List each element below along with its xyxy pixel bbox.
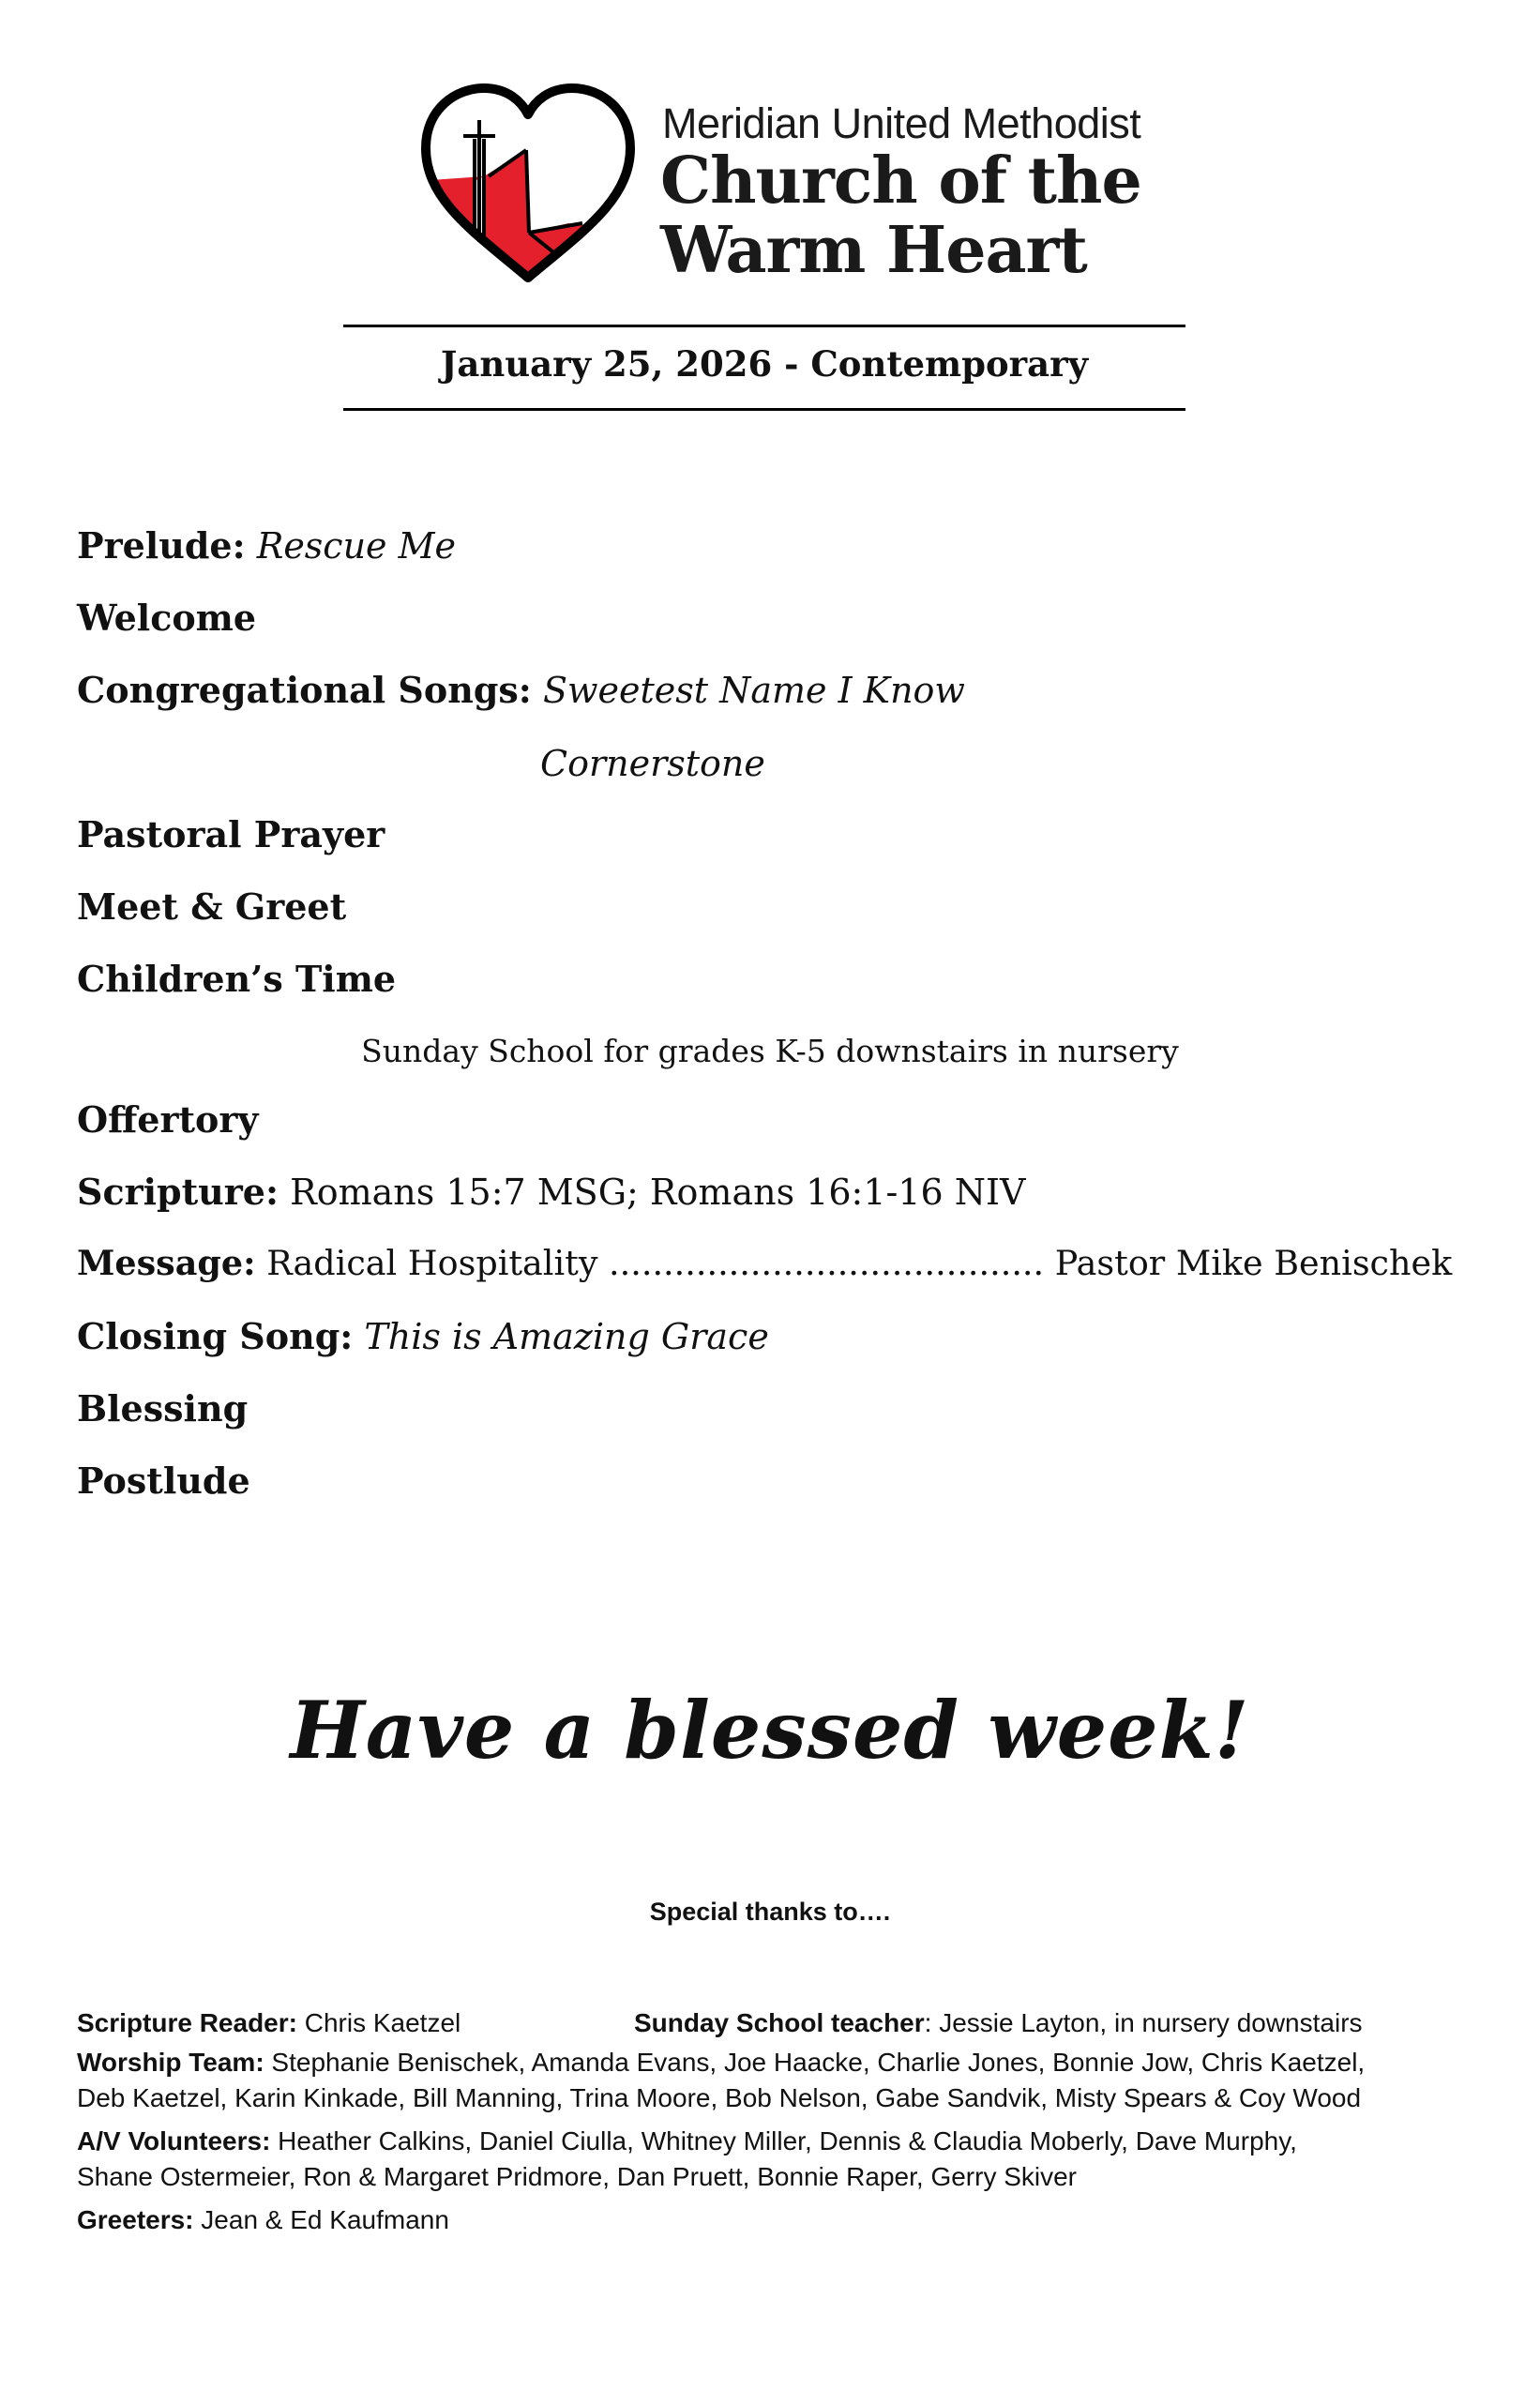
pastoral-prayer-item [77, 813, 385, 855]
songs-label: Congregational Songs: [77, 669, 532, 711]
header-rule-bottom [343, 408, 1185, 411]
av-volunteers-label: A/V Volunteers: [77, 2126, 271, 2156]
pastoral-prayer-label: Pastoral Prayer [77, 813, 385, 855]
childrens-time-item [77, 958, 397, 1000]
welcome-item [77, 597, 257, 639]
message-item [77, 1243, 1453, 1283]
service-date: January 25, 2026 - Contemporary [440, 343, 1089, 385]
offertory-item [77, 1098, 259, 1141]
songs-item [77, 669, 965, 711]
scripture-reader-credit [77, 2005, 460, 2041]
sunday-school-teacher-value: : Jessie Layton, in nursery downstairs [924, 2008, 1363, 2037]
blessing-item [77, 1387, 249, 1429]
scripture-reader-label: Scripture Reader: [77, 2008, 297, 2037]
message-value: Radical Hospitality ........................................ Pastor Mike Benischek [266, 1243, 1453, 1283]
sunday-school-credit [634, 2005, 1363, 2041]
offertory-label: Offertory [77, 1098, 259, 1141]
closing-song-label: Closing Song: [77, 1315, 354, 1357]
scripture-value: Romans 15:7 MSG; Romans 16:1-16 NIV [290, 1172, 1026, 1213]
postlude-item [77, 1460, 250, 1502]
postlude-label: Postlude [77, 1460, 250, 1502]
worship-team-label: Worship Team: [77, 2048, 264, 2077]
sunday-school-teacher-label: Sunday School teacher [634, 2008, 925, 2037]
prelude-value: Rescue Me [256, 525, 457, 567]
church-name-line1: Meridian United Methodist [662, 99, 1141, 147]
blessing-label: Blessing [77, 1387, 249, 1429]
childrens-time-label: Children’s Time [77, 958, 397, 1000]
song-2: Cornerstone [540, 743, 765, 784]
meet-greet-label: Meet & Greet [77, 885, 347, 928]
greeters-label: Greeters: [77, 2205, 194, 2234]
meet-greet-item [77, 885, 347, 928]
greeters-value: Jean & Ed Kaufmann [193, 2205, 449, 2234]
worship-team-credit [77, 2045, 1365, 2116]
closing-wish: Have a blessed week! [290, 1684, 1250, 1777]
closing-song-value: This is Amazing Grace [364, 1316, 769, 1357]
worship-team-line2: Deb Kaetzel, Karin Kinkade, Bill Manning, Trina Moore, Bob Nelson, Gabe Sandvik, Misty Spears & Coy Wood [77, 2082, 1362, 2112]
scripture-item [77, 1171, 1026, 1213]
thanks-heading: Special thanks to…. [649, 1898, 891, 1926]
av-volunteers-line2: Shane Ostermeier, Ron & Margaret Pridmore, Dan Pruett, Bonnie Raper, Gerry Skiver [77, 2161, 1078, 2191]
scripture-label: Scripture: [77, 1171, 279, 1213]
av-volunteers-line1: Heather Calkins, Daniel Ciulla, Whitney Miller, Dennis & Claudia Moberly, Dave Murphy, [270, 2126, 1297, 2156]
message-label: Message: [77, 1243, 256, 1283]
song-1: Sweetest Name I Know [542, 670, 965, 711]
av-volunteers-credit [77, 2124, 1297, 2195]
welcome-label: Welcome [77, 597, 257, 639]
sunday-school-note: Sunday School for grades K-5 downstairs in nursery [361, 1033, 1179, 1069]
prelude-label: Prelude: [77, 524, 246, 567]
greeters-credit [77, 2202, 449, 2238]
closing-song-item [77, 1315, 769, 1357]
header-rule-top [343, 325, 1185, 327]
church-heart-logo [418, 83, 638, 295]
church-name-line3: Warm Heart [660, 213, 1087, 288]
prelude-item [77, 524, 457, 567]
scripture-reader-value: Chris Kaetzel [296, 2008, 461, 2037]
church-name-line2: Church of the [660, 144, 1141, 219]
worship-team-line1: Stephanie Benischek, Amanda Evans, Joe Haacke, Charlie Jones, Bonnie Jow, Chris Kaetzel, [264, 2048, 1366, 2077]
